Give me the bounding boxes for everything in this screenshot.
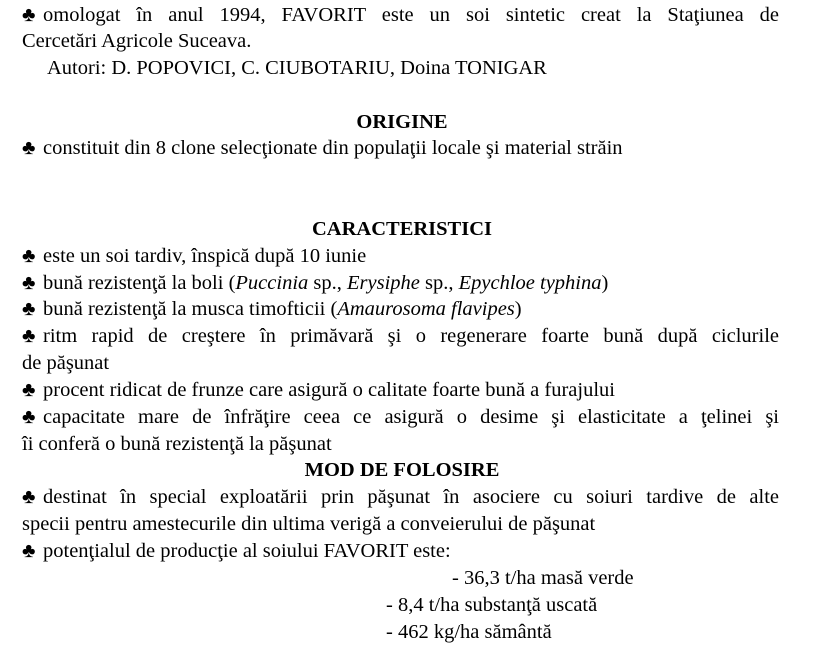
origine-text-1: constituit din 8 clone selecţionate din populaţii locale şi material străin bbox=[43, 137, 623, 159]
club-bullet-icon: ♣ bbox=[22, 379, 36, 401]
club-bullet-icon: ♣ bbox=[22, 272, 36, 294]
caracteristici-item-3 bbox=[22, 296, 522, 322]
item2-sep-1: sp., bbox=[308, 272, 348, 294]
caracteristici-item-4-cont: de păşunat bbox=[22, 352, 110, 374]
club-bullet-icon: ♣ bbox=[22, 4, 36, 26]
club-bullet-icon: ♣ bbox=[22, 540, 36, 562]
caracteristici-item-5 bbox=[22, 377, 615, 403]
heading-caracteristici: CARACTERISTICI bbox=[312, 218, 492, 240]
yield-substanta-uscata: - 8,4 t/ha substanţă uscată bbox=[386, 594, 598, 616]
item6-text-1: capacitate mare de înfrăţire ceea ce asigură o desime şi elasticitate a ţelinei şi bbox=[43, 406, 779, 428]
item4-text-1: ritm rapid de creştere în primăvară şi o regenerare foarte bună după ciclurile bbox=[43, 325, 779, 347]
authors-line: Autori: D. POPOVICI, C. CIUBOTARIU, Doina TONIGAR bbox=[47, 57, 547, 79]
folosire-item-1 bbox=[22, 484, 779, 510]
caracteristici-item-4 bbox=[22, 323, 779, 349]
item2-species-2: Erysiphe bbox=[347, 272, 420, 294]
intro-line-1 bbox=[22, 2, 779, 28]
caracteristici-item-6-cont: îi conferă o bună rezistenţă la păşunat bbox=[22, 433, 332, 455]
club-bullet-icon: ♣ bbox=[22, 137, 36, 159]
item2-species-1: Puccinia bbox=[235, 272, 309, 294]
caracteristici-item-1 bbox=[22, 243, 366, 269]
caracteristici-text-1: este un soi tardiv, înspică după 10 iunie bbox=[43, 245, 367, 267]
item2-post: ) bbox=[601, 272, 609, 294]
item2-sep-2: sp., bbox=[419, 272, 459, 294]
club-bullet-icon: ♣ bbox=[22, 406, 36, 428]
club-bullet-icon: ♣ bbox=[22, 245, 36, 267]
heading-origine: ORIGINE bbox=[356, 111, 448, 133]
item5-text: procent ridicat de frunze care asigură o calitate foarte bună a furajului bbox=[43, 379, 615, 401]
origine-item-1 bbox=[22, 135, 623, 161]
item3-post: ) bbox=[514, 298, 522, 320]
caracteristici-item-2 bbox=[22, 270, 608, 296]
folosire-text-2: potenţialul de producţie al soiului FAVORIT este: bbox=[43, 540, 451, 562]
yield-masa-verde: - 36,3 t/ha masă verde bbox=[452, 567, 634, 589]
club-bullet-icon: ♣ bbox=[22, 325, 36, 347]
intro-line-2: Cercetări Agricole Suceava. bbox=[22, 30, 252, 52]
yield-samanta: - 462 kg/ha sământă bbox=[386, 621, 552, 643]
item2-species-3: Epychloe typhina bbox=[458, 272, 602, 294]
folosire-item-1-cont: specii pentru amestecurile din ultima verigă a conveierului de păşunat bbox=[22, 513, 596, 535]
club-bullet-icon: ♣ bbox=[22, 298, 36, 320]
caracteristici-item-6 bbox=[22, 404, 779, 430]
item3-pre: bună rezistenţă la musca timofticii ( bbox=[43, 298, 338, 320]
folosire-text-1: destinat în special exploatării prin păşunat în asociere cu soiuri tardive de alte bbox=[43, 486, 779, 508]
item3-species: Amaurosoma flavipes bbox=[337, 298, 515, 320]
heading-mod-de-folosire: MOD DE FOLOSIRE bbox=[304, 459, 500, 481]
intro-text-1: omologat în anul 1994, FAVORIT este un soi sintetic creat la Staţiunea de bbox=[43, 4, 779, 26]
item2-pre: bună rezistenţă la boli ( bbox=[43, 272, 236, 294]
club-bullet-icon: ♣ bbox=[22, 486, 36, 508]
folosire-item-2 bbox=[22, 538, 451, 564]
